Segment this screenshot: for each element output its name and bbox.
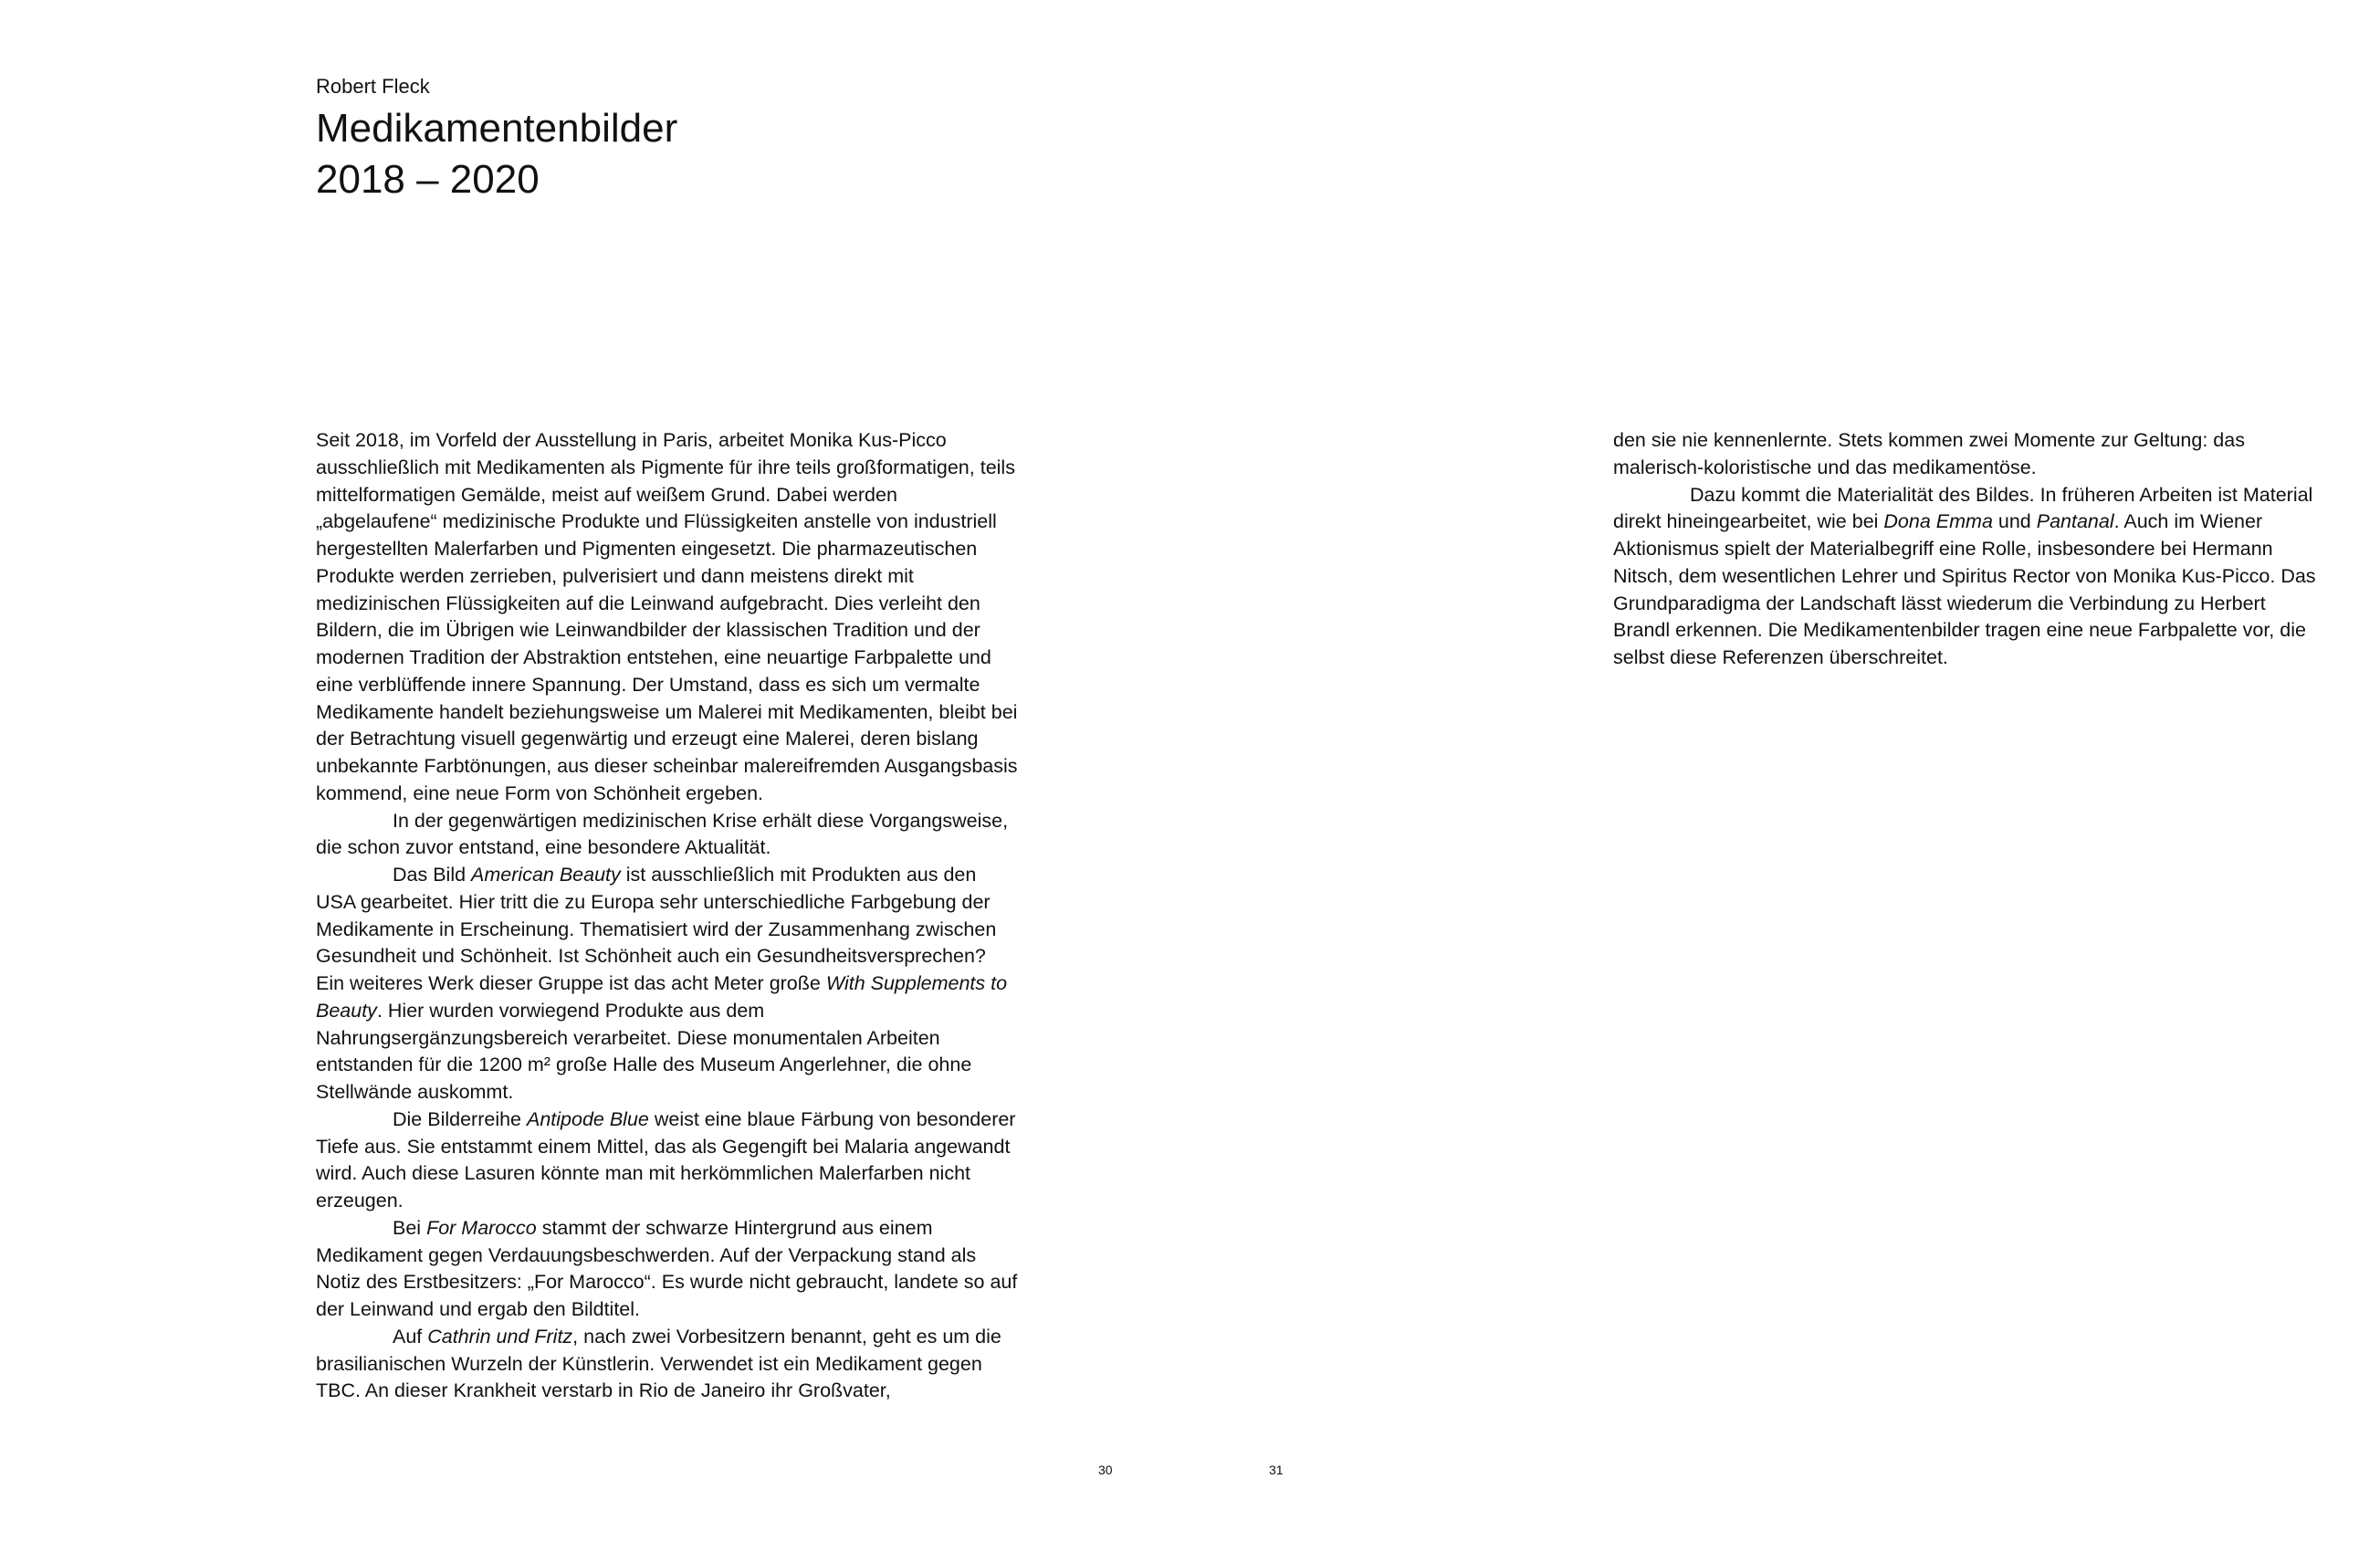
text-run: Das Bild [393,864,472,886]
text-run: und [1992,510,2037,533]
artwork-title: With Supplements to Beauty [316,972,1008,1022]
paragraph-materiality [1613,482,2325,672]
page-number-right: 31 [1269,1463,1284,1477]
text-run: weist eine blaue Färbung von besonderer Tiefe aus. Sie entstammt einem Mittel, das als Gegengift bei Malaria angewandt wird. Auch diese Lasuren könnte man mit herkömmlichen Malerfarben nicht erzeugen. [316,1107,1016,1211]
paragraph-4 [316,1106,1019,1215]
paragraph-5 [316,1215,1019,1324]
text-run: . Auch im Wiener Aktionismus spielt der Materialbegriff eine Rolle, insbesondere bei Hermann Nitsch, dem wesentlichen Lehrer und Spiritus Rector von Monika Kus-Picco. Das Grundparadigma der Landschaft lässt wiederum die Verbindung zu Herbert Brandl erkennen. Die Medikamentenbilder tragen eine neue Farbpalette vor, die selbst diese Referenzen überschreitet. [1613,510,2316,668]
paragraph-2: In der gegenwärtigen medizinischen Krise erhält diese Vorgangsweise, die schon zuvor entstand, eine besondere Aktualität. [316,809,1009,859]
artwork-title: American Beauty [471,864,621,886]
text-run: , nach zwei Vorbesitzern benannt, geht es um die brasilianischen Wurzeln der Künstlerin. Verwendet ist ein Medikament gegen TBC. An dieser Krankheit verstarb in Rio de Janeiro ihr Großvater, [316,1325,1001,1402]
text-run: ist ausschließlich mit Produkten aus den USA gearbeitet. Hier tritt die zu Europa sehr unterschiedliche Farbgebung der Medikamente in Erscheinung. Thematisiert wird der Zusammenhang zwischen Gesundheit und Schönheit. Ist Schönheit auch ein Gesundheitsversprechen? Ein weiteres Werk dieser Gruppe ist das acht Meter große [316,864,997,994]
artwork-title: Antipode Blue [526,1107,649,1130]
title-line-2: 2018 – 2020 [316,157,540,202]
paragraph-continued: den sie nie kennenlernte. Stets kommen zwei Momente zur Geltung: das malerisch-koloristische und das medikamentöse. [1613,429,2245,478]
author-name: Robert Fleck [316,75,430,98]
page-number-left: 30 [1098,1463,1113,1477]
artwork-title: Dona Emma [1883,510,1993,533]
text-run: Die Bilderreihe [393,1107,527,1130]
title-line-1: Medikamentenbilder [316,106,678,151]
paragraph-3 [316,862,1019,1106]
right-text-column [1613,427,2325,672]
page-title [316,103,677,205]
artwork-title: Cathrin und Fritz [427,1325,573,1348]
paragraph-6 [316,1324,1019,1405]
text-run: Auf [393,1325,428,1348]
paragraph-1: Seit 2018, im Vorfeld der Ausstellung in Paris, arbeitet Monika Kus-Picco ausschließlich mit Medikamenten als Pigmente für ihre teils großformatigen, teils mittelformatigen Gemälde, meist auf weißem Grund. Dabei werden „abgelaufene“ medizinische Produkte und Flüssigkeiten anstelle von industriell hergestellten Malerfarben und Pigmenten eingesetzt. Die pharmazeutischen Produkte werden zerrieben, pulverisiert und dann meistens direkt mit medizinischen Flüssigkeiten auf die Leinwand aufgebracht. Dies verleiht den Bildern, die im Übrigen wie Leinwandbilder der klassischen Tradition und der modernen Tradition der Abstraktion entstehen, eine neuartige Farbpalette und eine verblüffende innere Spannung. Der Umstand, dass es sich um vermalte Medikamente handelt beziehungsweise um Malerei mit Medikamenten, bleibt bei der Betrachtung visuell gegenwärtig und erzeugt eine Malerei, deren bislang unbekannte Farbtönungen, aus dieser scheinbar malereifremden Ausgangsbasis kommend, eine neue Form von Schönheit ergeben. [316,429,1018,804]
artwork-title: For Marocco [426,1216,537,1239]
left-text-column [316,427,1019,1405]
text-run: Bei [393,1216,427,1239]
text-run: stammt der schwarze Hintergrund aus einem Medikament gegen Verdauungsbeschwerden. Auf der Verpackung stand als Notiz des Erstbesitzers: „For Marocco“. Es wurde nicht gebraucht, landete so auf der Leinwand und ergab den Bildtitel. [316,1216,1018,1320]
text-run: . Hier wurden vorwiegend Produkte aus dem Nahrungsergänzungsbereich verarbeitet. Diese monumentalen Arbeiten entstanden für die 1200 m² große Halle des Museum Angerlehner, die ohne Stellwände auskommt. [316,999,972,1103]
artwork-title: Pantanal [2036,510,2114,533]
text-run: Dazu kommt die Materialität des Bildes. In früheren Arbeiten ist Material direkt hineingearbeitet, wie bei [1613,483,2313,533]
